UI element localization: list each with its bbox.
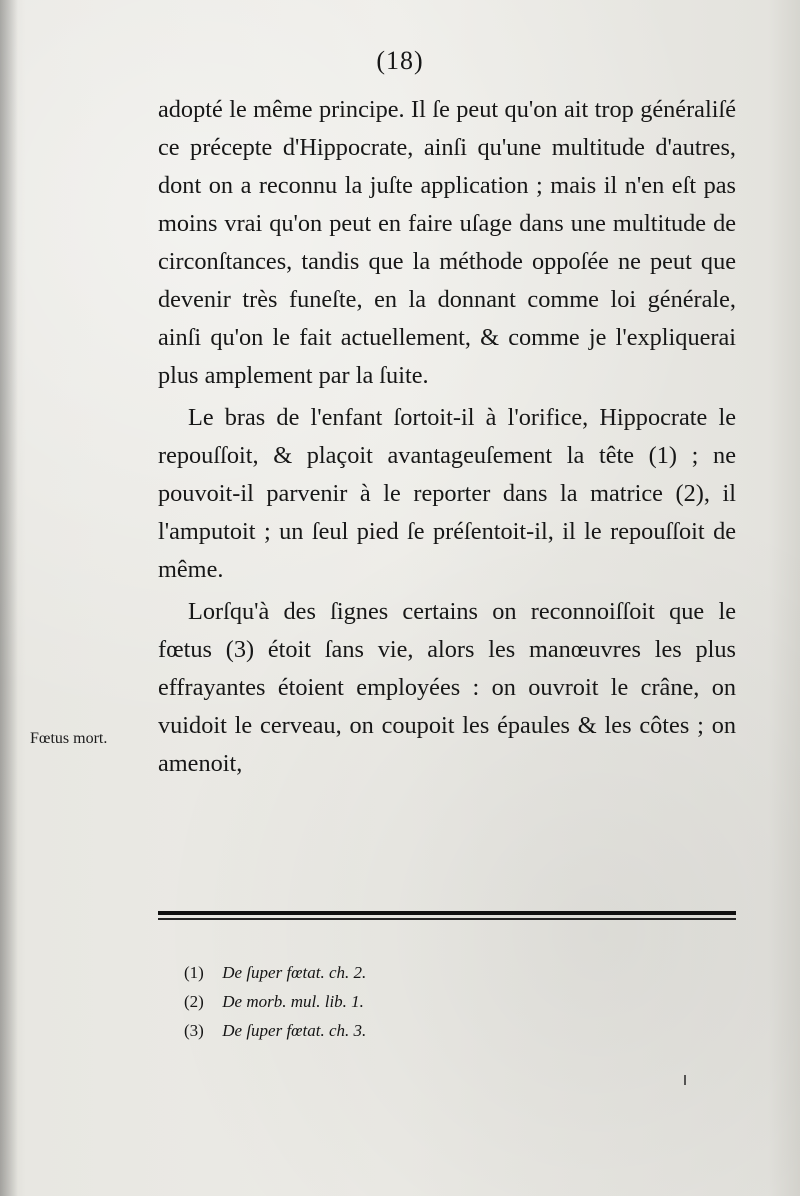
paragraph-1: adopté le même principe. Il ſe peut qu'on ait trop généraliſé ce précepte d'Hippocrate, ainſi qu'une multitude d'autres, dont on a reconnu la juſte application ; mais il n'en eſt pas moins vrai qu'on peut en faire uſage dans une multitude de circonſtances, tandis que la méthode oppoſée ne peut que devenir très funeſte, en la donnant comme loi générale, ainſi qu'on le fait actuellement, & comme je l'expliquerai plus amplement par la ſuite. [158, 96, 736, 389]
thin-rule [158, 918, 736, 920]
margin-note: Fœtus mort. [30, 730, 108, 747]
footnote-number: (1) [184, 963, 204, 982]
footnote-text: De morb. mul. lib. 1. [222, 992, 364, 1011]
ink-speck [684, 1075, 686, 1085]
footnote-text: De ſuper fœtat. ch. 2. [222, 963, 367, 982]
footnote-separator [158, 911, 736, 921]
page-number: (18) [376, 46, 424, 75]
footnote-text: De ſuper fœtat. ch. 3. [222, 1021, 367, 1040]
footnotes-list [184, 958, 484, 1045]
footnote-2 [184, 987, 484, 1016]
main-text-block [158, 91, 736, 783]
paragraph-2: Le bras de l'enfant ſortoit-il à l'orifice, Hippocrate le repouſſoit, & plaçoit avantageuſement la tête (1) ; ne pouvoit-il parvenir à le reporter dans la matrice (2), il l'amputoit ; un ſeul pied ſe préſentoit-il, il le repouſſoit de même. [158, 404, 736, 583]
page-spine-shadow [0, 0, 18, 1196]
footnote-number: (3) [184, 1021, 204, 1040]
footnote-number: (2) [184, 992, 204, 1011]
footnote-3 [184, 1016, 484, 1045]
paragraph-3: Lorſqu'à des ſignes certains on reconnoiſſoit que le fœtus (3) étoit ſans vie, alors les manœuvres les plus effrayantes étoient employées : on ouvroit le crâne, on vuidoit le cerveau, on coupoit les épaules & les côtes ; on amenoit, [158, 598, 736, 777]
footnote-1 [184, 958, 484, 987]
thick-rule [158, 911, 736, 915]
